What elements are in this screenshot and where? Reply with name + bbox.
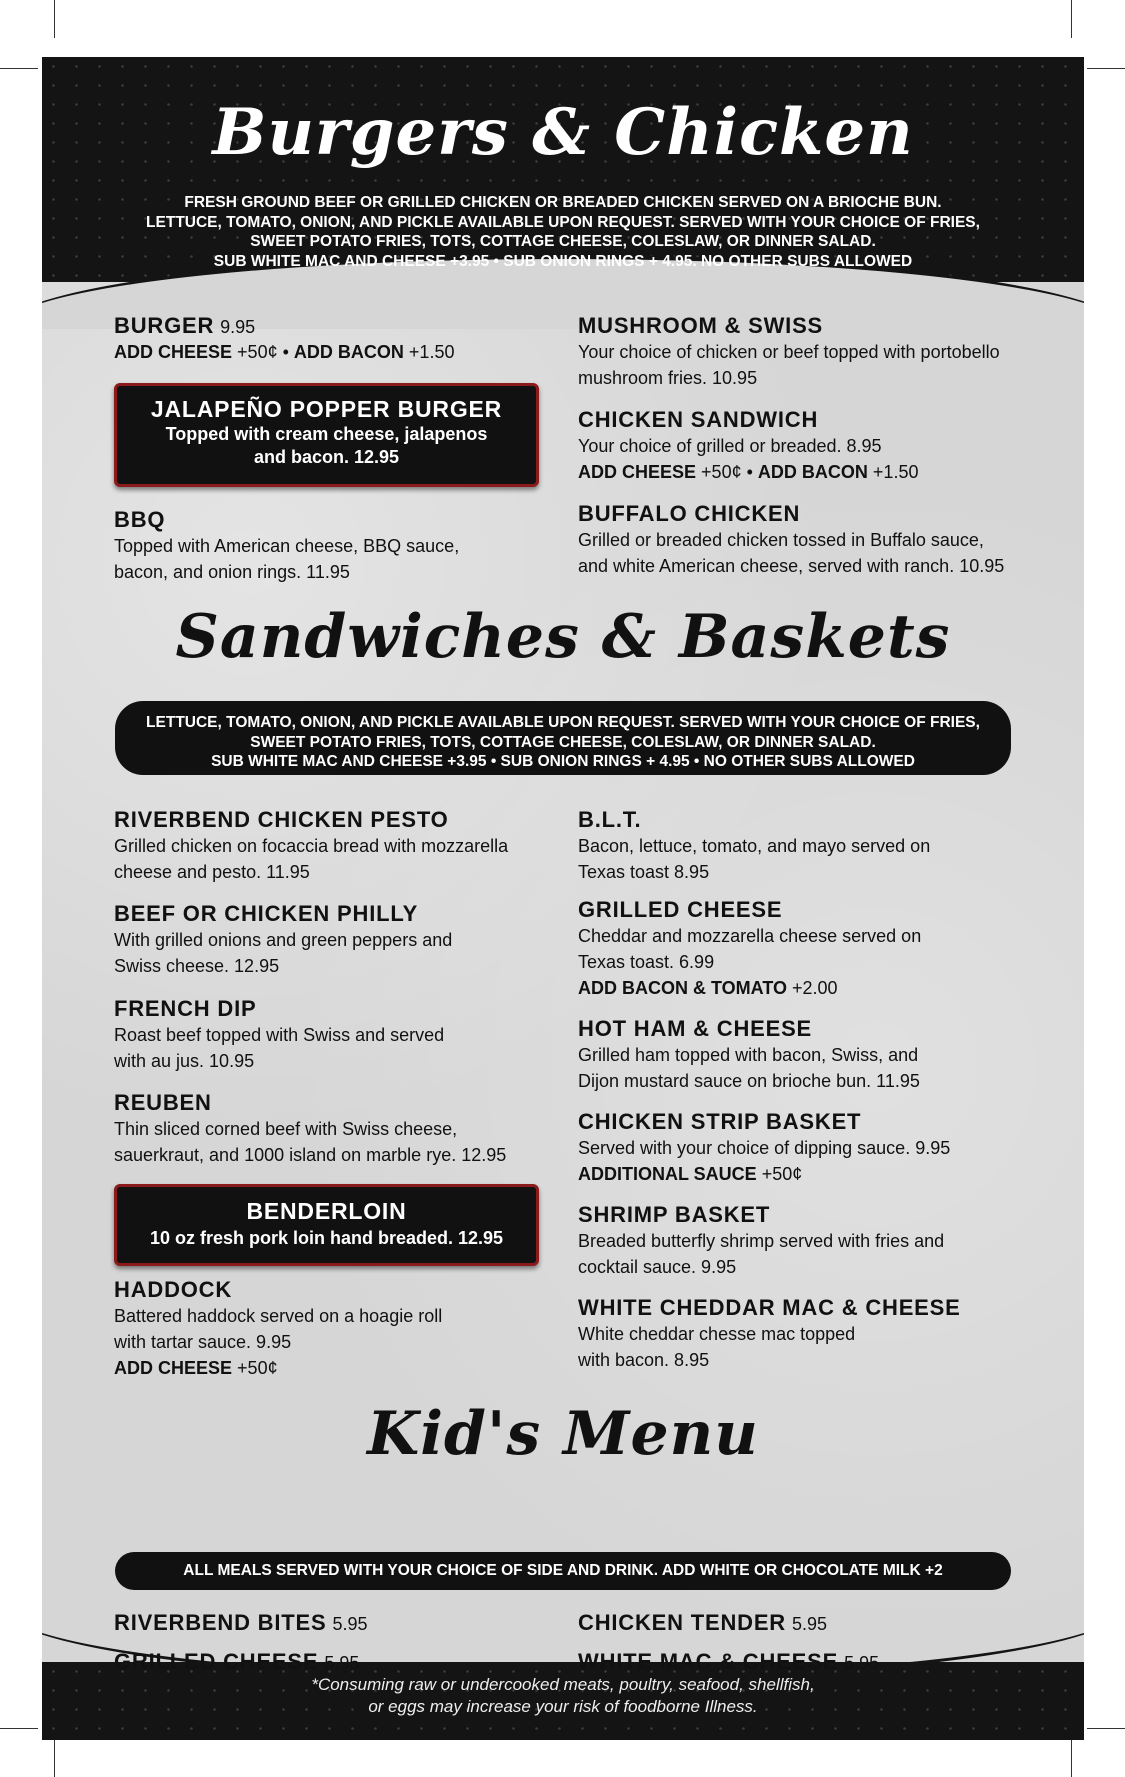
menu-item-riverbend-bites	[114, 1610, 368, 1636]
menu-item-philly	[114, 901, 452, 979]
intro-line: SWEET POTATO FRIES, TOTS, COTTAGE CHEESE, COLESLAW, OR DINNER SALAD.	[250, 233, 876, 250]
item-desc: Grilled or breaded chicken tossed in Buffalo sauce,	[578, 530, 984, 550]
menu-item-french-dip	[114, 996, 444, 1074]
item-name: BURGER	[114, 313, 215, 338]
item-name: WHITE MAC & CHEESE	[578, 1649, 839, 1674]
item-name: FRENCH DIP	[114, 996, 257, 1021]
crop-mark	[0, 68, 38, 69]
item-desc: Grilled chicken on focaccia bread with mozzarella	[114, 836, 509, 856]
item-name: CHICKEN TENDER	[578, 1610, 786, 1635]
item-desc: Battered haddock served on a hoagie roll	[114, 1306, 443, 1326]
addon-price: +50¢	[237, 342, 278, 362]
menu-item-shrimp-basket	[578, 1202, 944, 1280]
menu-item-haddock	[114, 1277, 442, 1381]
foodborne-illness-notice	[42, 1674, 1084, 1718]
section-title-sandwiches: Sandwiches & Baskets	[175, 602, 951, 672]
addon-price: +2.00	[792, 978, 838, 998]
item-desc: Bacon, lettuce, tomato, and mayo served on	[578, 836, 931, 856]
kids-intro: ALL MEALS SERVED WITH YOUR CHOICE OF SIDE AND DRINK. ADD WHITE OR CHOCOLATE MILK +2	[115, 1552, 1011, 1590]
item-price: 9.95	[220, 317, 256, 337]
addon-label: ADD BACON	[293, 342, 404, 362]
item-desc: mushroom fries. 10.95	[578, 368, 758, 388]
intro-line: FRESH GROUND BEEF OR GRILLED CHICKEN OR BREADED CHICKEN SERVED ON A BRIOCHE BUN.	[184, 194, 942, 211]
item-name: JALAPEÑO POPPER BURGER	[150, 396, 503, 422]
item-desc: Your choice of grilled or breaded. 8.95	[578, 436, 882, 456]
item-name: HOT HAM & CHEESE	[578, 1016, 813, 1041]
item-desc: bacon, and onion rings. 11.95	[114, 562, 350, 582]
item-name: HADDOCK	[114, 1277, 233, 1302]
item-desc: and white American cheese, served with ranch. 10.95	[578, 556, 1005, 576]
menu-item-blt	[578, 807, 930, 885]
sandwiches-intro	[115, 701, 1011, 775]
addon-price: +1.50	[872, 462, 919, 482]
crop-mark	[1071, 1740, 1072, 1777]
separator: •	[741, 462, 758, 482]
crop-mark	[0, 1728, 38, 1729]
item-name: BEEF OR CHICKEN PHILLY	[114, 901, 419, 926]
burgers-intro	[122, 193, 1004, 271]
menu-item-burger	[114, 313, 454, 365]
item-price: 5.95	[792, 1614, 828, 1634]
item-desc: Topped with American cheese, BBQ sauce,	[114, 536, 460, 556]
item-desc: and bacon. 12.95	[253, 447, 400, 467]
section-title-kids: Kid's Menu	[367, 1399, 759, 1469]
addon-label: ADD CHEESE	[114, 1358, 233, 1378]
menu-item-white-cheddar-mac	[578, 1295, 961, 1373]
item-desc: Texas toast. 6.99	[578, 952, 715, 972]
item-desc: sauerkraut, and 1000 island on marble rye. 12.95	[114, 1145, 507, 1165]
menu-item-kids-grilled-cheese	[114, 1649, 359, 1675]
intro-line: LETTUCE, TOMATO, ONION, AND PICKLE AVAILABLE UPON REQUEST. SERVED WITH YOUR CHOICE OF FRIES,	[146, 213, 980, 231]
item-price: 5.95	[332, 1614, 368, 1634]
menu-sheet	[42, 57, 1084, 1740]
item-name: CHICKEN STRIP BASKET	[578, 1109, 862, 1134]
item-desc: cocktail sauce. 9.95	[578, 1257, 737, 1277]
item-desc: 10 oz fresh pork loin hand breaded. 12.95	[149, 1228, 504, 1248]
notice-line: or eggs may increase your risk of foodborne Illness.	[368, 1697, 758, 1716]
item-desc: White cheddar chesse mac topped	[578, 1324, 856, 1344]
item-name: BUFFALO CHICKEN	[578, 501, 801, 526]
section-title-burgers: Burgers & Chicken	[212, 95, 914, 170]
notice-line: *Consuming raw or undercooked meats, poultry, seafood, shellfish,	[311, 1675, 815, 1694]
menu-item-mushroom-swiss	[578, 313, 1000, 391]
item-price: 5.95	[324, 1653, 360, 1673]
item-desc: Your choice of chicken or beef topped with portobello	[578, 342, 1000, 362]
item-desc: with tartar sauce. 9.95	[114, 1332, 292, 1352]
item-name: GRILLED CHEESE	[578, 897, 783, 922]
menu-item-chicken-strip-basket	[578, 1109, 950, 1187]
menu-item-reuben	[114, 1090, 506, 1168]
addon-price: +1.50	[408, 342, 455, 362]
item-desc: Grilled ham topped with bacon, Swiss, and	[578, 1045, 919, 1065]
intro-line: SUB WHITE MAC AND CHEESE +3.95 • SUB ONION RINGS + 4.95 • NO OTHER SUBS ALLOWED	[211, 753, 915, 770]
featured-item-jalapeno	[114, 383, 539, 487]
menu-item-chicken-tender	[578, 1610, 827, 1636]
item-desc: Dijon mustard sauce on brioche bun. 11.95	[578, 1071, 920, 1091]
addon-label: ADD CHEESE	[578, 462, 697, 482]
crop-mark	[1087, 68, 1125, 69]
item-desc: Cheddar and mozzarella cheese served on	[578, 926, 922, 946]
item-name: SHRIMP BASKET	[578, 1202, 771, 1227]
item-name: BENDERLOIN	[246, 1198, 407, 1224]
item-name: REUBEN	[114, 1090, 212, 1115]
item-desc: cheese and pesto. 11.95	[114, 862, 310, 882]
addon-price: +50¢	[761, 1164, 803, 1184]
addon-label: ADD CHEESE	[114, 342, 233, 362]
item-desc: Thin sliced corned beef with Swiss cheese,	[114, 1119, 458, 1139]
item-name: CHICKEN SANDWICH	[578, 407, 819, 432]
item-desc: Breaded butterfly shrimp served with fries and	[578, 1231, 945, 1251]
intro-line: SWEET POTATO FRIES, TOTS, COTTAGE CHEESE, COLESLAW, OR DINNER SALAD.	[250, 733, 876, 751]
item-name: WHITE CHEDDAR MAC & CHEESE	[578, 1295, 961, 1320]
item-name: BBQ	[114, 507, 166, 532]
menu-item-buffalo-chicken	[578, 501, 1004, 579]
crop-mark	[54, 1740, 55, 1777]
item-desc: Roast beef topped with Swiss and served	[114, 1025, 445, 1045]
addon-label: ADDITIONAL SAUCE	[578, 1164, 757, 1184]
separator: •	[277, 342, 294, 362]
menu-item-bbq	[114, 507, 459, 585]
item-desc: With grilled onions and green peppers and	[114, 930, 453, 950]
menu-item-chicken-sandwich	[578, 407, 918, 485]
item-name: RIVERBEND CHICKEN PESTO	[114, 807, 449, 832]
item-desc: Topped with cream cheese, jalapenos	[165, 424, 488, 444]
addon-price: +50¢	[237, 1358, 278, 1378]
addon-label: ADD BACON & TOMATO	[578, 978, 787, 998]
item-name: MUSHROOM & SWISS	[578, 313, 824, 338]
item-desc: Served with your choice of dipping sauce. 9.95	[578, 1138, 951, 1158]
menu-item-white-mac	[578, 1649, 879, 1675]
intro-line: LETTUCE, TOMATO, ONION, AND PICKLE AVAILABLE UPON REQUEST. SERVED WITH YOUR CHOICE OF FRIES,	[146, 714, 980, 731]
item-name: RIVERBEND BITES	[114, 1610, 327, 1635]
item-desc: Swiss cheese. 12.95	[114, 956, 280, 976]
menu-item-grilled-cheese	[578, 897, 921, 1001]
addon-label: ADD BACON	[757, 462, 868, 482]
crop-mark	[1087, 1728, 1125, 1729]
crop-mark	[54, 0, 55, 38]
item-price: 5.95	[844, 1653, 880, 1673]
item-desc: Texas toast 8.95	[578, 862, 710, 882]
item-name: B.L.T.	[578, 807, 642, 832]
item-desc: with bacon. 8.95	[578, 1350, 710, 1370]
addon-price: +50¢	[701, 462, 742, 482]
item-desc: with au jus. 10.95	[114, 1051, 255, 1071]
menu-item-hot-ham	[578, 1016, 920, 1094]
featured-item-benderloin	[114, 1184, 539, 1266]
item-name: GRILLED CHEESE	[114, 1649, 319, 1674]
crop-mark	[1071, 0, 1072, 38]
menu-item-chicken-pesto	[114, 807, 508, 885]
intro-line: SUB WHITE MAC AND CHEESE +3.95 • SUB ONION RINGS + 4.95. NO OTHER SUBS ALLOWED	[213, 252, 913, 270]
